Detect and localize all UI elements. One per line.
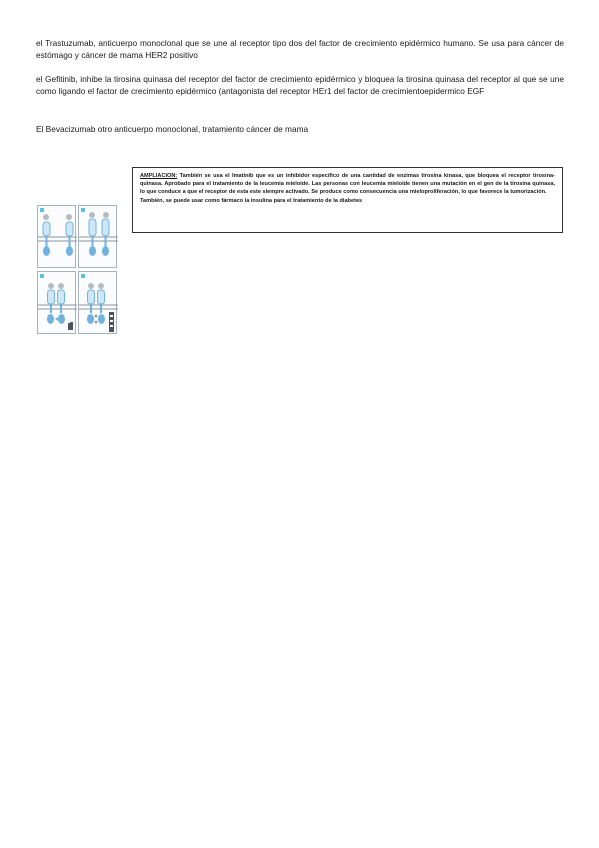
panel-marker-icon bbox=[40, 208, 44, 212]
kinase-domain-icon bbox=[87, 314, 94, 324]
ampliacion-label: AMPLIACION: bbox=[140, 173, 178, 179]
receptor-extracellular-icon bbox=[102, 219, 109, 236]
ligand-icon bbox=[89, 212, 95, 218]
receptor-diagram-panel-ligand-bound bbox=[78, 205, 117, 268]
ligand-icon bbox=[48, 283, 54, 289]
receptor-ligand-bound-illustration bbox=[79, 206, 118, 269]
receptor-dimer-illustration bbox=[38, 272, 77, 335]
receptor-diagram-panel-activated bbox=[78, 271, 117, 334]
receptor-extracellular-icon bbox=[88, 290, 95, 304]
receptor-extracellular-icon bbox=[48, 290, 55, 304]
paragraph-trastuzumab: el Trastuzumab, anticuerpo monoclonal que se une al receptor tipo dos del factor de crecimiento epidérmico humano. Se usa para cáncer de estómago y cáncer de mama HER2 positivo bbox=[36, 38, 564, 60]
kinase-domain-icon bbox=[43, 246, 50, 256]
ligand-icon bbox=[98, 283, 104, 289]
ampliacion-box bbox=[132, 167, 563, 233]
ligand-icon bbox=[58, 283, 64, 289]
kinase-domain-icon bbox=[98, 314, 105, 324]
kinase-domain-icon bbox=[102, 246, 109, 256]
panel-marker-icon bbox=[81, 274, 85, 278]
kinase-domain-icon bbox=[89, 246, 96, 256]
kinase-domain-icon bbox=[47, 314, 54, 324]
ampliacion-text: También se usa el Imatinib que es un inhibidor específico de una cantidad de enzimas tirosina kinasa, que bloquea el receptor tirosina-quinasa. Aprobado para el tratamiento de la leucemia mieloide. Las personas con leucemia mieloide tienen una mutación en el gen de la tirosina quinasa, lo que conduce a que el receptor de esta este siempre activado. Se produce como consecuencia una mieloproliferación, lo que favorece la tumorización. bbox=[140, 173, 555, 196]
receptor-extracellular-icon bbox=[43, 222, 50, 236]
panel-marker-icon bbox=[40, 274, 44, 278]
ligand-icon bbox=[43, 214, 49, 220]
paragraph-bevacizumab: El Bevacizumab otro anticuerpo monoclonal, tratamiento cáncer de mama bbox=[36, 124, 309, 134]
ligand-icon bbox=[88, 283, 94, 289]
kinase-domain-icon bbox=[58, 314, 65, 324]
receptor-extracellular-icon bbox=[66, 222, 73, 236]
ligand-icon bbox=[103, 212, 109, 218]
receptor-activated-illustration bbox=[79, 272, 118, 335]
paragraph-gefitinib: el Gefitinib, inhibe la tirosina quinasa del receptor del factor de crecimiento epidérmico y bloquea la tirosina quinasa del receptor al que se une como ligando el factor de crecimiento epidérmico (antagonista del receptor HEr1 del factor de crecimientoepidermico EGF bbox=[36, 74, 564, 96]
receptor-diagram-panel-monomers bbox=[37, 205, 76, 268]
ampliacion-note: También, se puede usar como fármaco la insulina para el tratamiento de la diabetes bbox=[140, 197, 363, 204]
receptor-extracellular-icon bbox=[98, 290, 105, 304]
receptor-monomers-illustration bbox=[38, 206, 77, 269]
panel-marker-icon bbox=[81, 208, 85, 212]
phosphate-icon bbox=[68, 322, 73, 330]
receptor-diagram-panel-dimer bbox=[37, 271, 76, 334]
receptor-extracellular-icon bbox=[89, 219, 96, 236]
ligand-icon bbox=[66, 214, 72, 220]
ampliacion-paragraph bbox=[140, 172, 555, 197]
receptor-extracellular-icon bbox=[58, 290, 65, 304]
kinase-domain-icon bbox=[66, 246, 73, 256]
